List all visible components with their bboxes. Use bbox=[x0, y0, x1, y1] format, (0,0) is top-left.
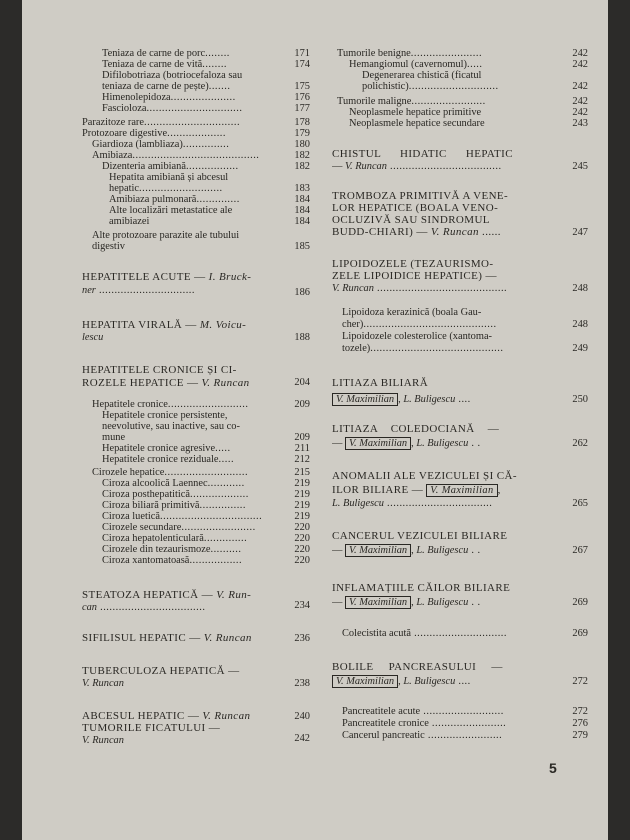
toc-entry: Hepatitele cronice persistente, bbox=[102, 410, 228, 421]
toc-entry: Cirozele secundare........................ bbox=[102, 522, 256, 533]
toc-entry: Protozoare digestive................... bbox=[82, 128, 226, 139]
toc-section-heading: INFLAMAȚIILE CĂILOR BILIARE bbox=[332, 582, 511, 594]
toc-page-number: 238 bbox=[294, 678, 310, 689]
toc-page-number: 175 bbox=[294, 81, 310, 92]
toc-page-number: 248 bbox=[572, 319, 588, 330]
toc-section-heading: LIPOIDOZELE (TEZAURISMO- bbox=[332, 258, 494, 270]
toc-section-heading: ZELE LIPOIDICE HEPATICE) — bbox=[332, 270, 497, 282]
toc-entry: Difilobotriaza (botriocefaloza sau bbox=[102, 70, 243, 81]
toc-page-number: 262 bbox=[572, 438, 588, 449]
toc-section-author: V. Maximilian , L. Buligescu .... bbox=[332, 675, 552, 689]
toc-page-number: 219 bbox=[294, 489, 310, 500]
toc-entry: Cirozele din tezaurismoze.......... bbox=[102, 544, 242, 555]
toc-entry: Tumorile maligne........................ bbox=[337, 96, 486, 107]
toc-section-heading: ROZELE HEPATICE — V. Runcan bbox=[82, 377, 250, 389]
toc-page-number: 219 bbox=[294, 511, 310, 522]
toc-page-number: 185 bbox=[294, 241, 310, 252]
toc-page-number: 279 bbox=[572, 730, 588, 741]
toc-entry: Amibiaza pulmonară.............. bbox=[109, 194, 240, 205]
toc-page-number: 234 bbox=[294, 600, 310, 611]
toc-page-number: 220 bbox=[294, 544, 310, 555]
toc-page-number: 209 bbox=[294, 399, 310, 410]
toc-page-number: 242 bbox=[294, 733, 310, 744]
toc-section-author: L. Buligescu .................................. bbox=[332, 498, 493, 509]
toc-section-author: — V. Maximilian , L. Buligescu . . bbox=[332, 438, 481, 449]
toc-entry: Pancreatitele cronice ........................ bbox=[342, 718, 507, 729]
toc-page-number: 184 bbox=[294, 194, 310, 205]
toc-page-number: 183 bbox=[294, 183, 310, 194]
toc-section-author: lescu bbox=[82, 332, 104, 343]
toc-page-number: 182 bbox=[294, 161, 310, 172]
toc-entry: Hepatitele cronice agresive..... bbox=[102, 443, 231, 454]
toc-entry: Lipoidoza kerazinică (boala Gau- bbox=[342, 307, 482, 318]
toc-section-heading: LOR HEPATICE (BOALA VENO- bbox=[332, 202, 499, 214]
toc-page-number: 245 bbox=[572, 161, 588, 172]
toc-page-number: 276 bbox=[572, 718, 588, 729]
toc-section-heading: HEPATITA VIRALĂ — M. Voicu- bbox=[82, 319, 247, 331]
toc-page-number: 209 bbox=[294, 432, 310, 443]
toc-page-number: 247 bbox=[572, 227, 588, 238]
toc-page-number: 204 bbox=[294, 377, 310, 388]
toc-entry: Hepatita amibiană și abcesul bbox=[109, 172, 229, 183]
toc-page-number: 242 bbox=[572, 48, 588, 59]
toc-page-number: 211 bbox=[294, 443, 310, 454]
toc-entry: Giardioza (lambliaza)............... bbox=[92, 139, 230, 150]
toc-section-heading: HEPATITELE CRONICE ȘI CI- bbox=[82, 364, 237, 376]
toc-entry: teniaza de carne de pește)....... bbox=[102, 81, 231, 92]
toc-section-heading: ABCESUL HEPATIC — V. Runcan bbox=[82, 710, 251, 722]
toc-entry: Alte protozoare parazite ale tubului bbox=[92, 230, 240, 241]
toc-section-heading: CANCERUL VEZICULEI BILIARE bbox=[332, 530, 508, 542]
toc-section-author: V. Maximilian , L. Buligescu .... bbox=[332, 393, 552, 407]
toc-page-number: 240 bbox=[294, 711, 310, 722]
toc-entry: Lipoidozele colesterolice (xantoma- bbox=[342, 331, 493, 342]
toc-page-number: 212 bbox=[294, 454, 310, 465]
toc-entry: Hepatitele cronice.......................... bbox=[92, 399, 249, 410]
toc-section-heading: STEATOZA HEPATICĂ — V. Run- bbox=[82, 589, 252, 601]
toc-page-number: 220 bbox=[294, 522, 310, 533]
toc-entry: Fascioloza............................... bbox=[102, 103, 243, 114]
toc-section-author: V. Runcan .......................................... bbox=[332, 283, 508, 294]
toc-section-author: V. Runcan bbox=[82, 678, 124, 689]
toc-entry: Teniaza de carne de porc........ bbox=[102, 48, 230, 59]
toc-entry: Amibiaza......................................... bbox=[92, 150, 260, 161]
toc-entry: amibiazei bbox=[109, 216, 150, 227]
toc-entry: Ciroza luetică................................. bbox=[102, 511, 263, 522]
toc-section-heading: TROMBOZA PRIMITIVĂ A VENE- bbox=[332, 190, 509, 202]
toc-page-number: 174 bbox=[294, 59, 310, 70]
toc-section-heading: TUMORILE FICATULUI — bbox=[82, 722, 221, 734]
toc-page-number: 179 bbox=[294, 128, 310, 139]
toc-page-number: 184 bbox=[294, 216, 310, 227]
toc-section-author: — V. Runcan .................................... bbox=[332, 161, 502, 172]
toc-page-number: 219 bbox=[294, 478, 310, 489]
toc-entry: Parazitoze rare............................... bbox=[82, 117, 241, 128]
toc-section-heading: OCLUZIVĂ SAU SINDROMUL bbox=[332, 214, 490, 226]
toc-entry: hepatic........................... bbox=[109, 183, 223, 194]
toc-section-author: ner ............................... bbox=[82, 285, 195, 296]
toc-entry: Ciroza alcoolică Laennec............ bbox=[102, 478, 245, 489]
toc-section-author: — V. Maximilian , L. Buligescu . . bbox=[332, 545, 481, 556]
toc-page-number: 242 bbox=[572, 81, 588, 92]
toc-page-number: 242 bbox=[572, 107, 588, 118]
toc-page-number: 269 bbox=[572, 628, 588, 639]
toc-page-number: 176 bbox=[294, 92, 310, 103]
toc-page-number: 182 bbox=[294, 150, 310, 161]
toc-section-author: V. Runcan bbox=[82, 735, 124, 746]
toc-page-number: 219 bbox=[294, 500, 310, 511]
toc-page-number: 236 bbox=[294, 633, 310, 644]
toc-page-number: 269 bbox=[572, 597, 588, 608]
toc-page-number: 184 bbox=[294, 205, 310, 216]
toc-page-number: 178 bbox=[294, 117, 310, 128]
toc-page-number: 177 bbox=[294, 103, 310, 114]
toc-entry: Tumorile benigne....................... bbox=[337, 48, 483, 59]
toc-page-number: 180 bbox=[294, 139, 310, 150]
toc-entry: Alte localizări metastatice ale bbox=[109, 205, 233, 216]
toc-page-number: 215 bbox=[294, 467, 310, 478]
book-page bbox=[22, 0, 608, 840]
toc-entry: Pancreatitele acute .......................... bbox=[342, 706, 504, 717]
toc-page-number: 171 bbox=[294, 48, 310, 59]
toc-section-heading: HEPATITELE ACUTE — I. Bruck- bbox=[82, 271, 252, 283]
toc-entry: digestiv bbox=[92, 241, 125, 252]
toc-entry: mune bbox=[102, 432, 126, 443]
toc-entry: tozele)........................................... bbox=[342, 343, 504, 354]
toc-entry: Cancerul pancreatic ........................ bbox=[342, 730, 503, 741]
toc-entry: Himenolepidoza..................... bbox=[102, 92, 236, 103]
toc-section-heading: TUBERCULOZA HEPATICĂ — bbox=[82, 665, 240, 677]
toc-entry: Ciroza hepatolenticulară.............. bbox=[102, 533, 248, 544]
toc-entry: Teniaza de carne de vită........ bbox=[102, 59, 228, 70]
toc-section-heading: LITIAZA COLEDOCIANĂ — bbox=[332, 423, 500, 435]
toc-page-number: 248 bbox=[572, 283, 588, 294]
toc-entry: polichistic)............................. bbox=[362, 81, 499, 92]
toc-section-heading: BUDD-CHIARI) — V. Runcan ...... bbox=[332, 226, 501, 238]
page-folio-number: 5 bbox=[549, 760, 557, 776]
toc-page-number: 272 bbox=[572, 676, 588, 687]
toc-page-number: 249 bbox=[572, 343, 588, 354]
toc-section-heading: BOLILE PANCREASULUI — bbox=[332, 661, 503, 673]
toc-entry: Cirozele hepatice........................... bbox=[92, 467, 249, 478]
toc-entry: Colecistita acută .............................. bbox=[342, 628, 507, 639]
toc-entry: Ciroza xantomatoasă................. bbox=[102, 555, 243, 566]
toc-section-heading: LITIAZA BILIARĂ bbox=[332, 377, 429, 389]
toc-section-heading: ILOR BILIARE — V. Maximilian , bbox=[332, 484, 501, 496]
toc-page-number: 186 bbox=[294, 287, 310, 298]
toc-page-number: 265 bbox=[572, 498, 588, 509]
toc-section-heading: CHISTUL HIDATIC HEPATIC bbox=[332, 148, 513, 160]
toc-entry: Dizenteria amibiană................. bbox=[102, 161, 239, 172]
toc-page-number: 250 bbox=[572, 394, 588, 405]
toc-entry: Neoplasmele hepatice primitive bbox=[349, 107, 482, 118]
toc-page-number: 220 bbox=[294, 555, 310, 566]
toc-entry: Ciroza posthepatitică................... bbox=[102, 489, 249, 500]
toc-entry: Ciroza biliară primitivă............... bbox=[102, 500, 246, 511]
toc-page-number: 242 bbox=[572, 59, 588, 70]
toc-page-number: 267 bbox=[572, 545, 588, 556]
toc-section-heading: ANOMALII ALE VEZICULEI ȘI CĂ- bbox=[332, 470, 517, 482]
toc-entry: cher)........................................... bbox=[342, 319, 497, 330]
toc-section-heading: SIFILISUL HEPATIC — V. Runcan bbox=[82, 632, 252, 644]
toc-section-author: — V. Maximilian , L. Buligescu . . bbox=[332, 597, 481, 608]
toc-entry: neevolutive, sau inactive, sau co- bbox=[102, 421, 240, 432]
toc-page-number: 242 bbox=[572, 96, 588, 107]
toc-page-number: 220 bbox=[294, 533, 310, 544]
toc-entry: Hepatitele cronice reziduale..... bbox=[102, 454, 235, 465]
toc-page-number: 272 bbox=[572, 706, 588, 717]
toc-section-author: can .................................. bbox=[82, 602, 206, 613]
toc-page-number: 188 bbox=[294, 332, 310, 343]
toc-entry: Degenerarea chistică (ficatul bbox=[362, 70, 482, 81]
toc-page-number: 243 bbox=[572, 118, 588, 129]
toc-entry: Hemangiomul (cavernomul)..... bbox=[349, 59, 483, 70]
toc-entry: Neoplasmele hepatice secundare bbox=[349, 118, 485, 129]
